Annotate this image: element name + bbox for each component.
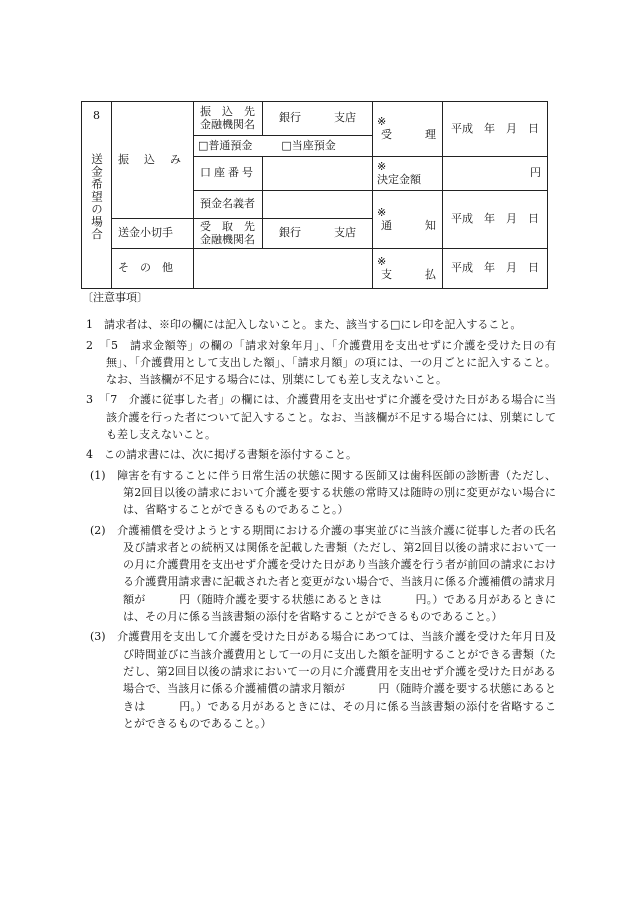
section-header-cell xyxy=(82,102,112,289)
furikomi-label xyxy=(112,102,194,219)
receipt-date[interactable]: 平成 年 月 日 xyxy=(443,102,548,157)
note-item: 1 請求者は、※印の欄には記入しないこと。また、該当する□にレ印を記入すること。 xyxy=(86,318,522,332)
note-subitem: (3) 介護費用を支出して介護を受けた日がある場合にあつては、当該介護を受けた年月日及び時間並びに当該介護費用として一の月に支出した額を証明することができる書類（ただし、第2回目以後の請求において一の月に介護費用を支出せず介護を受けた日がある場合で、当該月に係る介護補償の請求月額が 円（随時介護を要する状態にあるときは 円。）である月があるときには、その月に係る当該書類の添付を省略することができるものであること。） xyxy=(90,630,556,730)
transfer-label: 振 込 み xyxy=(118,152,183,166)
other-input[interactable] xyxy=(194,249,373,289)
notification-date[interactable]: 平成 年 月 日 xyxy=(443,191,548,249)
notification-label: ※ 通 知 xyxy=(373,191,443,249)
remittance-form-main xyxy=(81,101,548,289)
ordinary-deposit-checkbox[interactable]: □普通預金 xyxy=(198,138,253,152)
recipient-input[interactable]: 銀行 支店 xyxy=(263,219,373,249)
payment-label: ※ 支 払 xyxy=(373,249,443,289)
account-number-input[interactable] xyxy=(263,157,373,191)
decided-amount-label: ※ 決定金額 xyxy=(373,157,443,191)
office-receipt-label: ※ 受 理 xyxy=(373,102,443,157)
decided-amount-input[interactable]: 円 xyxy=(443,157,548,191)
current-deposit-checkbox[interactable]: □当座預金 xyxy=(281,138,336,152)
account-holder-label: 預金名義者 xyxy=(194,191,263,219)
section-title: 送金希望の場合 xyxy=(90,152,104,241)
deposit-type-row xyxy=(194,136,373,157)
notes-section xyxy=(82,289,556,732)
section-number: 8 xyxy=(93,109,100,122)
recipient-label: 受 取 先 金融機関名 xyxy=(194,219,263,249)
notes-heading: 〔注意事項〕 xyxy=(82,291,148,304)
note-item: 4 この請求書には、次に掲げる書類を添付すること。 xyxy=(86,448,357,462)
bank-input[interactable]: 銀行 支店 xyxy=(263,102,373,136)
check-label: 送金小切手 xyxy=(112,219,194,249)
note-subitem: (1) 障害を有することに伴う日常生活の状態に関する医師又は歯科医師の診断書（ただし、第2回目以後の請求において介護を要する状態の常時又は随時の別に変更がない場合には、省略することができるものであること。） xyxy=(90,468,556,517)
account-holder-input[interactable] xyxy=(263,191,373,219)
payment-date[interactable]: 平成 年 月 日 xyxy=(443,249,548,289)
other-label: そ の 他 xyxy=(112,249,194,289)
receipt-label: 受 理 xyxy=(381,128,436,141)
note-subitem: (2) 介護補償を受けようとする期間における介護の事実並びに当該介護に従事した者の氏名及び請求者との続柄又は関係を記載した書類（ただし、第2回目以後の請求において一の月に介護費用を支出せず介護を受けた日があり当該介護を行う者が前回の請求における介護費用請求書に記載された者と変更がない場合で、当該月に係る介護補償の請求月額が 円（随時介護を要する状態にあるときは 円。）である月があるときには、その月に係る当該書類の添付を省略することができるものであること。） xyxy=(90,523,556,624)
account-number-label: 口座番号 xyxy=(194,157,263,191)
bank-label: 振 込 先 金融機関名 xyxy=(194,102,263,136)
note-item: 2 「5 請求金額等」の欄の「請求対象年月」、「介護費用を支出せずに介護を受けた日の有無」、「介護費用として支出した額」、「請求月額」の項には、一の月ごとに記入すること。なお、当該欄が不足する場合には、別葉にしても差し支えないこと。 xyxy=(86,338,556,387)
note-item: 3 「7 介護に従事した者」の欄には、介護費用を支出せずに介護を受けた日がある場合に当該介護を行った者について記入すること。なお、当該欄が不足する場合には、別葉にしても差し支えないこと。 xyxy=(86,393,556,442)
